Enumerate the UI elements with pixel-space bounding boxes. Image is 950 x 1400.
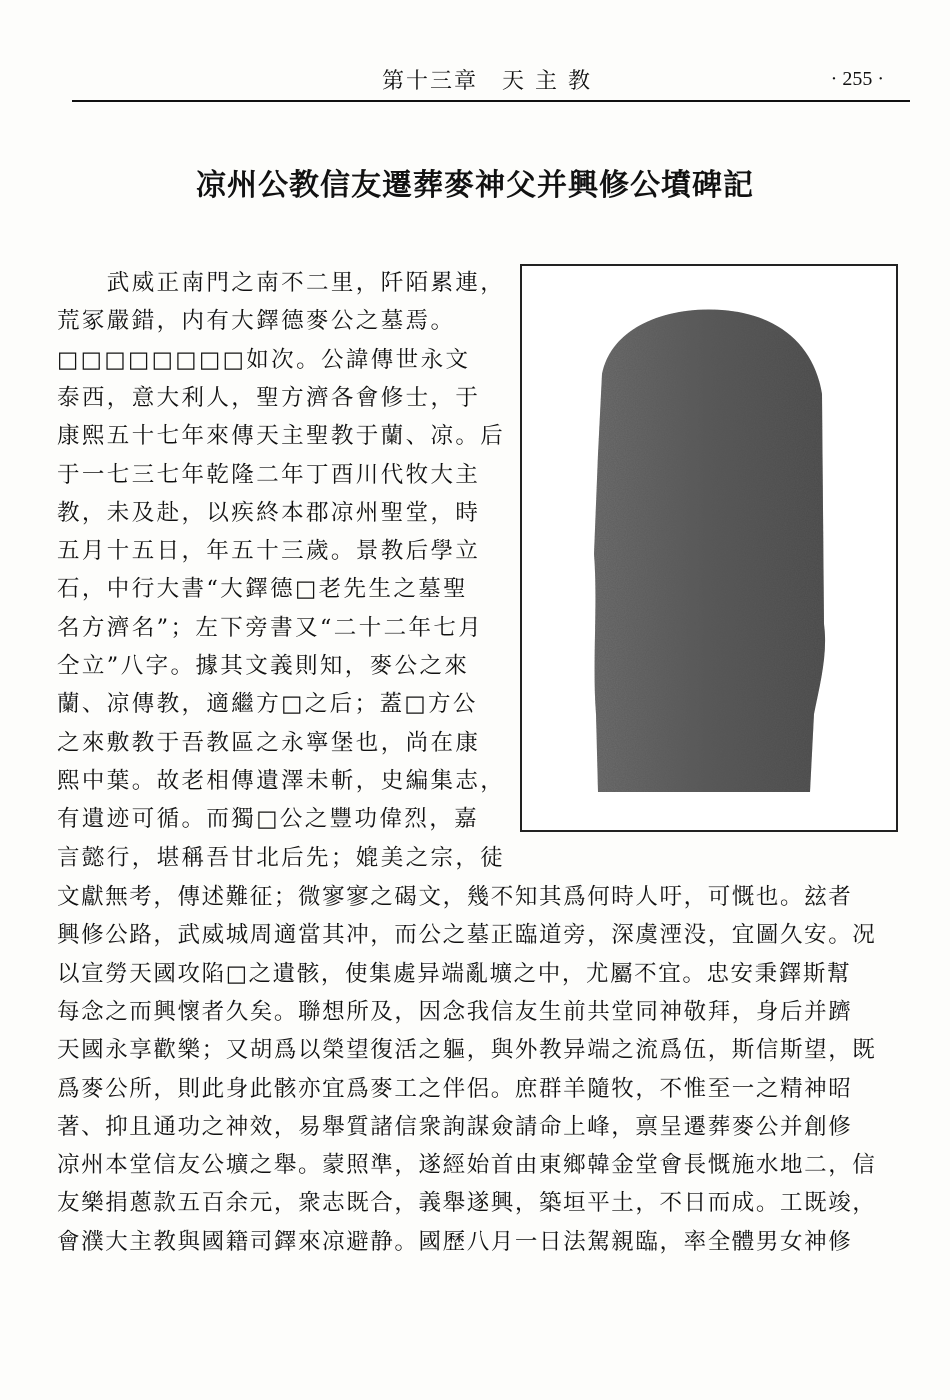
body-line: □□□□□□□□如次。公諱傳世永文 — [57, 346, 471, 373]
page-number: · 255 · — [830, 68, 884, 90]
body-line: 會濮大主教與國籍司鐸來凉避静。國歷八月一日法駕親臨，率全體男女神修 — [57, 1228, 853, 1255]
body-line: 于一七三七年乾隆二年丁酉川代牧大主 — [57, 461, 481, 488]
body-line: 有遺迹可循。而獨□公之豐功偉烈，嘉 — [57, 806, 480, 833]
body-line: 泰西，意大利人，聖方濟各會修士，于 — [57, 384, 481, 411]
body-line: 凉州本堂信友公壙之舉。蒙照準，遂經始首由東鄉韓金堂會長慨施水地二，信 — [57, 1152, 877, 1179]
body-line: 每念之而興懷者久矣。聯想所及，因念我信友生前共堂同神敬拜，身后并躋 — [57, 998, 853, 1025]
page-header — [0, 0, 950, 104]
body-line: 著、抑且通功之神效，易舉質諸信衆詢謀僉請命上峰，禀呈遷葬麥公并創修 — [57, 1113, 853, 1140]
body-line: 武威正南門之南不二里，阡陌累連， — [57, 270, 506, 296]
document-title: 凉州公教信友遷葬麥神父并興修公墳碑記 — [196, 168, 754, 203]
body-line: 石，中行大書“大鐸德□老先生之墓聖 — [57, 576, 469, 603]
body-line: 天國永享歡樂；又胡爲以榮望復活之軀，與外教异端之流爲伍，斯信斯望，既 — [57, 1037, 877, 1064]
body-line: 興修公路，武威城周適當其冲，而公之墓正臨道旁，深虞湮没，宜圖久安。况 — [57, 922, 877, 949]
stone-stele-photo — [592, 304, 828, 794]
header-rule — [72, 100, 910, 102]
body-line: 蘭、凉傳教，適繼方□之后；蓋□方公 — [57, 691, 478, 718]
body-line: 爲麥公所，則此身此骸亦宜爲麥工之伴侶。庶群羊隨牧，不惟至一之精神昭 — [57, 1075, 853, 1102]
stele-figure — [520, 264, 898, 832]
body-line: 以宣勞天國攻陷□之遺骸，使集處异端亂壙之中，尤屬不宜。忠安秉鐸斯幫 — [57, 960, 852, 987]
body-line: 言懿行，堪稱吾甘北后先；媲美之宗，徒 — [57, 844, 506, 871]
body-line: 荒冢嚴錯，内有大鐸德麥公之墓焉。 — [57, 308, 456, 335]
body-line: 教，未及赴，以疾終本郡凉州聖堂，時 — [57, 499, 481, 526]
body-line: 友樂捐蔥款五百余元，衆志既合，義舉遂興，築垣平土，不日而成。工既竣， — [57, 1190, 877, 1217]
body-line: 康熙五十七年來傳天主聖教于蘭、凉。后 — [57, 423, 506, 450]
body-line: 文獻無考，傳述難征；微寥寥之碣文，幾不知其爲何時人吁，可慨也。玆者 — [57, 884, 853, 910]
body-line: 仝立”八字。據其文義則知，麥公之來 — [57, 653, 470, 679]
body-line: 熙中葉。故老相傳遺澤未斬，史編集志， — [57, 767, 506, 794]
body-line: 名方濟名”；左下旁書又“二十二年七月 — [57, 614, 484, 641]
body-line: 五月十五日，年五十三歲。景教后學立 — [57, 538, 481, 565]
chapter-heading: 第十三章 天 主 教 — [382, 69, 592, 94]
body-line: 之來敷教于吾教區之永寧堡也，尚在康 — [57, 729, 481, 756]
